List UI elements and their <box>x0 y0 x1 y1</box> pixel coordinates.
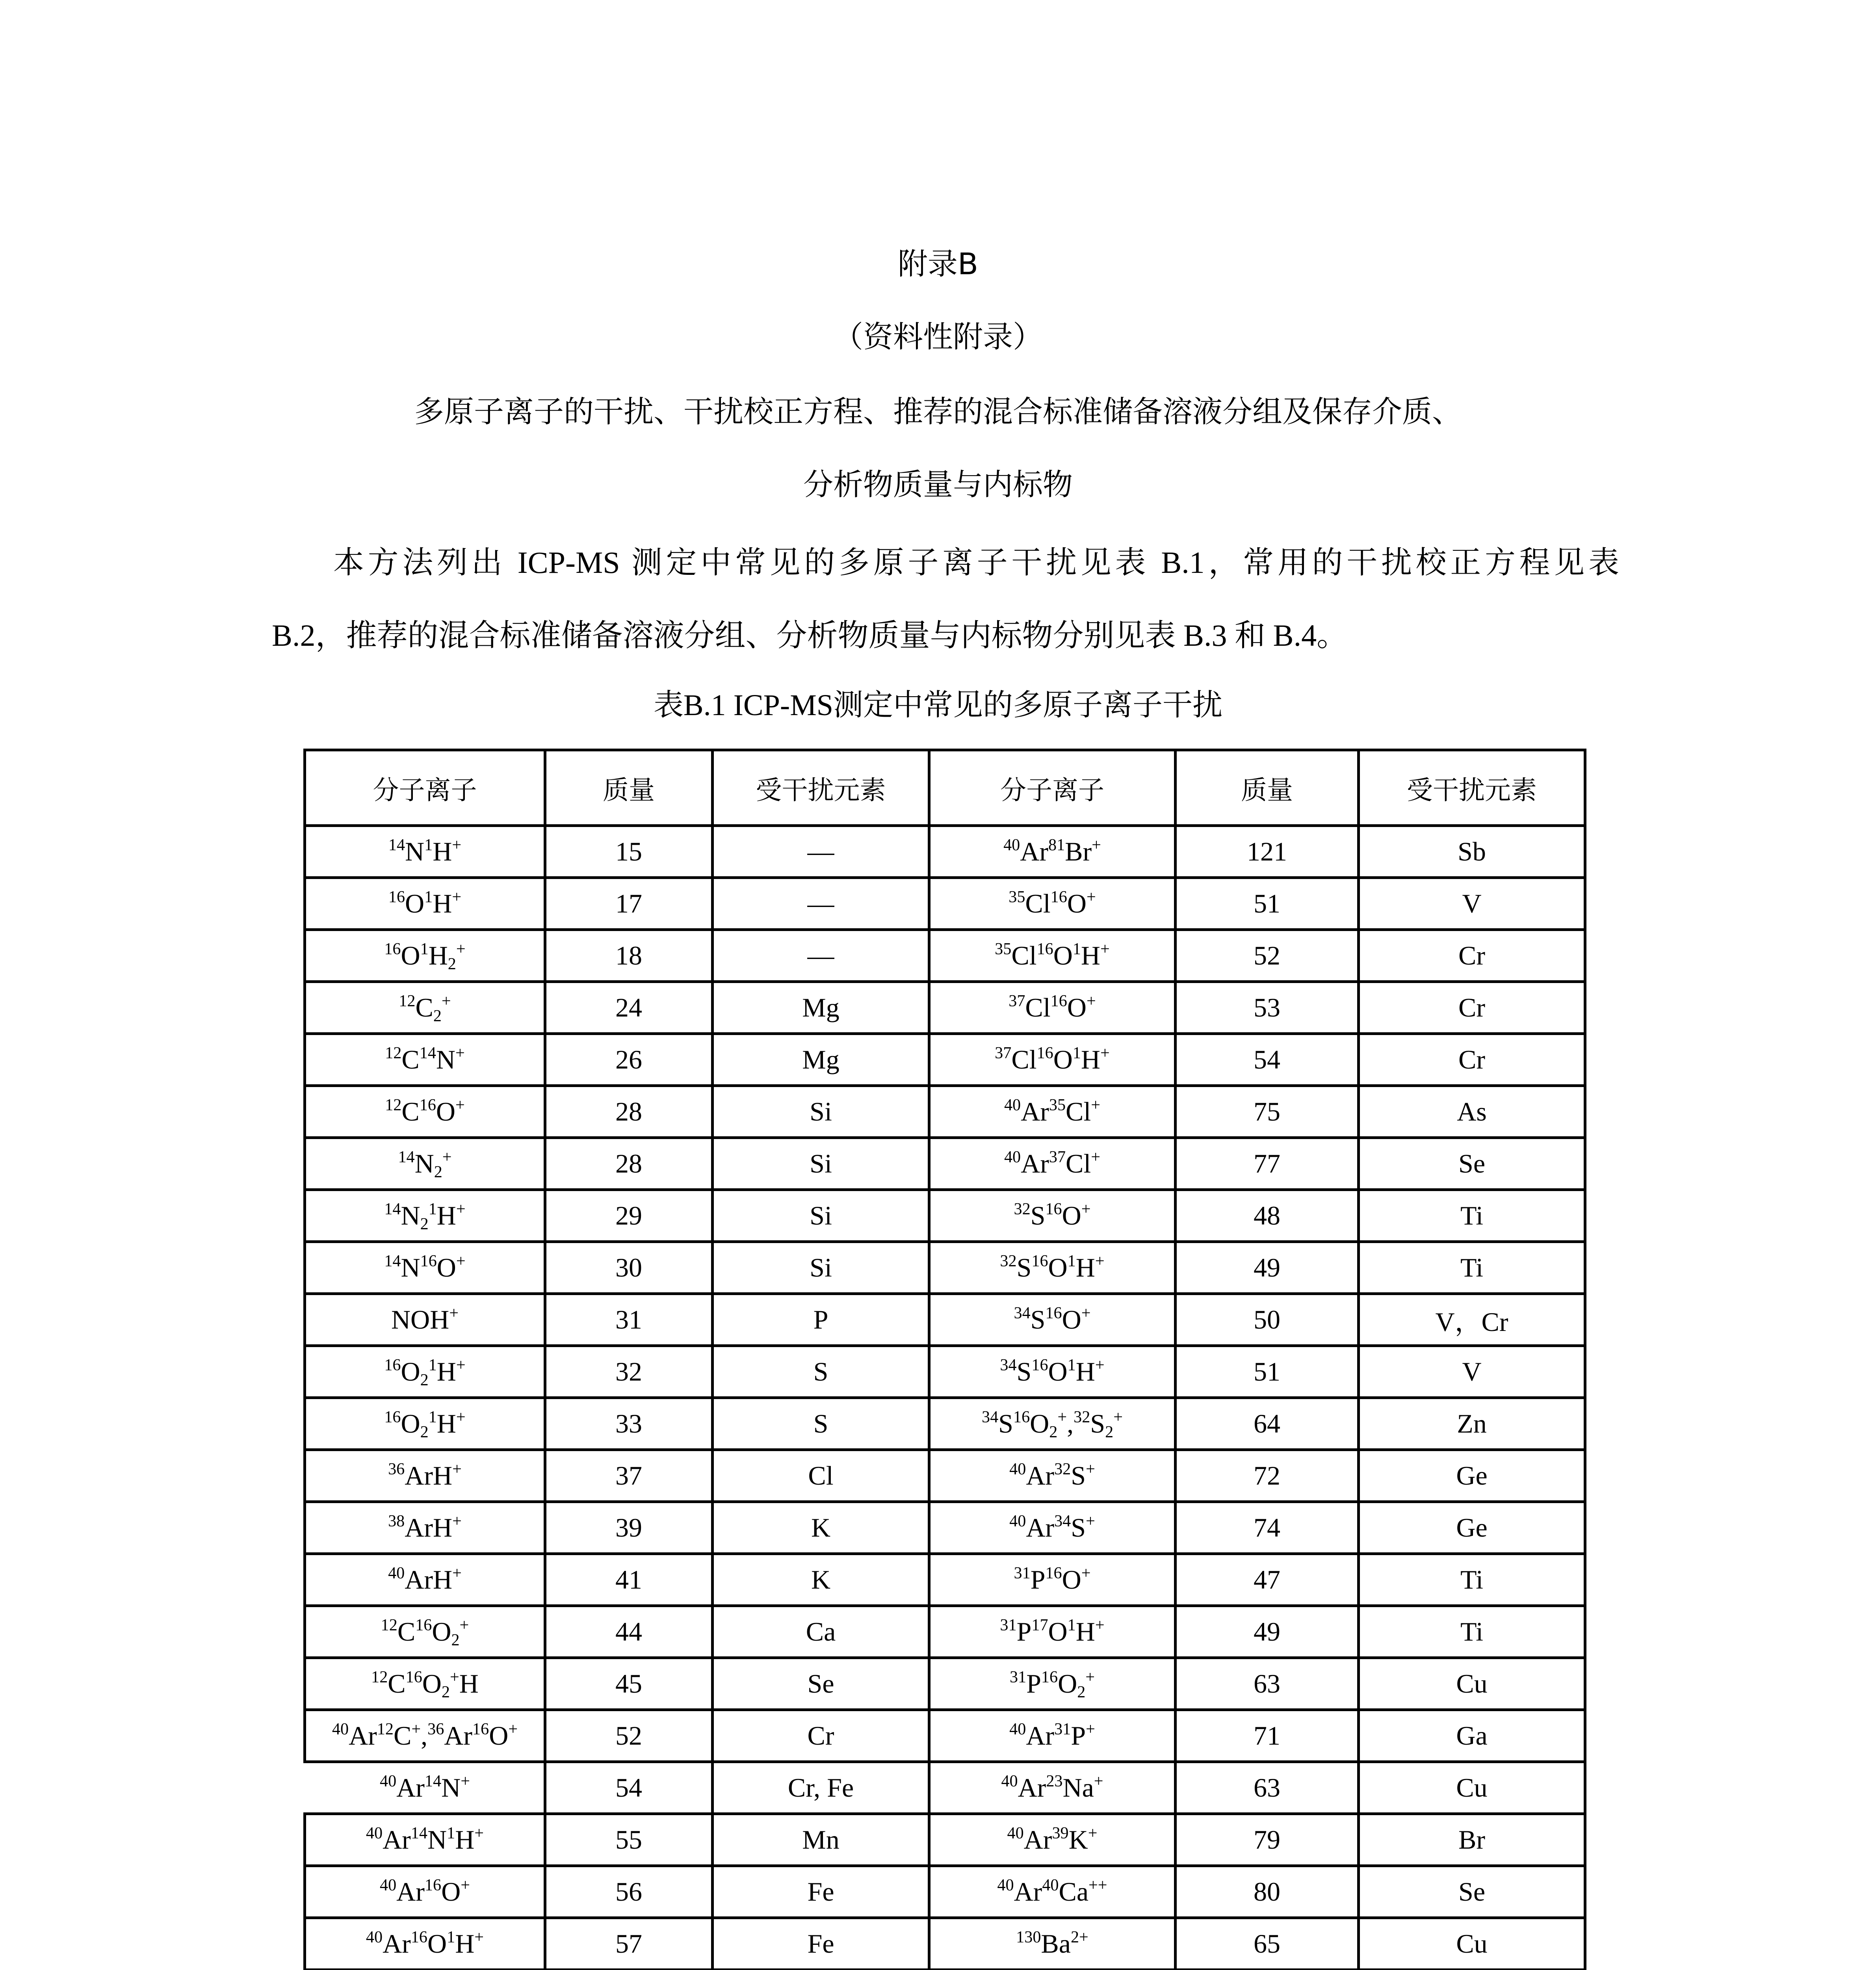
ion-formula: $^{32}S^{16}O^+$ <box>929 1190 1176 1242</box>
mass: 39 <box>545 1502 713 1554</box>
element: — <box>713 878 929 930</box>
ion-formula: $^{16}O^1H_2^+$ <box>305 930 545 982</box>
mass: 56 <box>545 1866 713 1918</box>
element: P <box>713 1294 929 1346</box>
ion-formula: $^{40}$ArH+ <box>305 1554 545 1606</box>
ion-formula: $^{40}Ar^{16}O^1H^+$ <box>305 1918 545 1970</box>
element: Si <box>713 1242 929 1294</box>
section-heading-line1: 多原子离子的干扰、干扰校正方程、推荐的混合标准储备溶液分组及保存介质、 <box>414 394 1462 429</box>
ion-formula: $^{40}$Ar$^{34}$S+ <box>929 1502 1176 1554</box>
mass: 29 <box>545 1190 713 1242</box>
mass: 31 <box>545 1294 713 1346</box>
ion-formula: $^{40}$Ar$^{23}$Na+ <box>929 1762 1176 1814</box>
element: Cr <box>1359 930 1585 982</box>
element: V <box>1359 878 1585 930</box>
element: Ti <box>1359 1242 1585 1294</box>
ion-formula: $^{16}O_2^1H^+$ <box>305 1346 545 1398</box>
ion-formula: $^{35}$Cl$^{16}$O+ <box>929 878 1176 930</box>
mass: 32 <box>545 1346 713 1398</box>
ion-formula: $^{12}C^{14}N^+$ <box>305 1034 545 1086</box>
mass: 15 <box>545 826 713 878</box>
mass: 63 <box>1176 1762 1359 1814</box>
table-row <box>305 1242 1585 1294</box>
element: Mg <box>713 1034 929 1086</box>
ion-formula: $^{14}N_2^+$ <box>305 1138 545 1190</box>
ion-formula: $^{40}$Ar$^{81}$Br+ <box>929 826 1176 878</box>
table-row <box>305 826 1585 878</box>
header-ion: 分子离子 <box>305 750 545 826</box>
mass: 48 <box>1176 1190 1359 1242</box>
element: Cu <box>1359 1762 1585 1814</box>
mass: 63 <box>1176 1658 1359 1710</box>
table-row <box>305 1086 1585 1138</box>
mass: 51 <box>1176 878 1359 930</box>
table-row <box>305 1918 1585 1970</box>
ion-formula: $^{37}$Cl$^{16}$O+ <box>929 982 1176 1034</box>
ion-formula: $^{36}$ArH+ <box>305 1450 545 1502</box>
section-heading-line2: 分析物质量与内标物 <box>803 467 1073 502</box>
element: Cr <box>1359 982 1585 1034</box>
ion-formula: $^{34}S^{16}O_2^+,^{32}S_2^+$ <box>929 1398 1176 1450</box>
element: Fe <box>713 1866 929 1918</box>
ion-formula: $^{31}P^{17}O^1H^+$ <box>929 1606 1176 1658</box>
table-row <box>305 1346 1585 1398</box>
element: Si <box>713 1086 929 1138</box>
table-row <box>305 1450 1585 1502</box>
header-mass: 质量 <box>1176 750 1359 826</box>
appendix-title: 附录B <box>897 246 979 281</box>
header-element: 受干扰元素 <box>1359 750 1585 826</box>
ion-formula: $^{40}$Ar$^{35}$Cl+ <box>929 1086 1176 1138</box>
mass: 47 <box>1176 1554 1359 1606</box>
ion-formula: $^{31}P^{16}O^+$ <box>929 1554 1176 1606</box>
element: Ga <box>1359 1710 1585 1762</box>
ion-formula: $^{37}Cl^{16}O^1H^+$ <box>929 1034 1176 1086</box>
element: Fe <box>713 1918 929 1970</box>
element: Se <box>1359 1138 1585 1190</box>
mass: 17 <box>545 878 713 930</box>
mass: 37 <box>545 1450 713 1502</box>
mass: 45 <box>545 1658 713 1710</box>
header-mass: 质量 <box>545 750 713 826</box>
element: As <box>1359 1086 1585 1138</box>
table-row <box>305 1606 1585 1658</box>
mass: 28 <box>545 1086 713 1138</box>
appendix-subtitle: （资料性附录） <box>833 319 1043 354</box>
ion-formula: $^{40}$Ar$^{37}$Cl+ <box>929 1138 1176 1190</box>
element: — <box>713 826 929 878</box>
table-row <box>305 1502 1585 1554</box>
mass: 51 <box>1176 1346 1359 1398</box>
mass: 75 <box>1176 1086 1359 1138</box>
mass: 49 <box>1176 1242 1359 1294</box>
ion-formula: $^{40}$Ar$^{32}$S+ <box>929 1450 1176 1502</box>
table-row <box>305 1554 1585 1606</box>
mass: 72 <box>1176 1450 1359 1502</box>
mass: 26 <box>545 1034 713 1086</box>
mass: 44 <box>545 1606 713 1658</box>
table-row <box>305 1710 1585 1762</box>
mass: 54 <box>545 1762 713 1814</box>
ion-formula: $^{12}C_2^+$ <box>305 982 545 1034</box>
ion-formula: $^{34}S^{16}O^+$ <box>929 1294 1176 1346</box>
mass: 121 <box>1176 826 1359 878</box>
element: Mg <box>713 982 929 1034</box>
element: V，Cr <box>1359 1294 1585 1346</box>
table-row <box>305 1294 1585 1346</box>
element: Ge <box>1359 1502 1585 1554</box>
table-row <box>305 878 1585 930</box>
element: Ti <box>1359 1554 1585 1606</box>
element: Ca <box>713 1606 929 1658</box>
ion-formula: $^{32}S^{16}O^1H^+$ <box>929 1242 1176 1294</box>
table-row <box>305 1190 1585 1242</box>
ion-formula: $^{31}P^{16}O_2^+$ <box>929 1658 1176 1710</box>
element: Se <box>1359 1866 1585 1918</box>
header-ion: 分子离子 <box>929 750 1176 826</box>
table-row <box>305 1866 1585 1918</box>
ion-formula: $^{14}N_2^1H^+$ <box>305 1190 545 1242</box>
table-row <box>305 1398 1585 1450</box>
header-element: 受干扰元素 <box>713 750 929 826</box>
ion-formula: $^{12}C^{16}O_2^+H$ <box>305 1658 545 1710</box>
mass: 55 <box>545 1814 713 1866</box>
ion-formula: $^{12}C^{16}O^+$ <box>305 1086 545 1138</box>
element: Ti <box>1359 1190 1585 1242</box>
mass: 52 <box>1176 930 1359 982</box>
mass: 24 <box>545 982 713 1034</box>
element: Si <box>713 1138 929 1190</box>
ion-formula: $^{14}N^{16}O^+$ <box>305 1242 545 1294</box>
mass: 33 <box>545 1398 713 1450</box>
mass: 18 <box>545 930 713 982</box>
element: Cr, Fe <box>713 1762 929 1814</box>
element: Cu <box>1359 1658 1585 1710</box>
interference-table <box>303 749 1586 1970</box>
mass: 65 <box>1176 1918 1359 1970</box>
ion-formula: $^{40}Ar^{14}N^1H^+$ <box>305 1814 545 1866</box>
element: V <box>1359 1346 1585 1398</box>
ion-formula: $^{38}$ArH+ <box>305 1502 545 1554</box>
ion-formula: $^{40}$Ar$^{39}$K+ <box>929 1814 1176 1866</box>
element: Se <box>713 1658 929 1710</box>
ion-formula: $^{16}O^1H^+$ <box>305 878 545 930</box>
mass: 49 <box>1176 1606 1359 1658</box>
mass: 64 <box>1176 1398 1359 1450</box>
table-row <box>305 1138 1585 1190</box>
mass: 57 <box>545 1918 713 1970</box>
table-row <box>305 1034 1585 1086</box>
element: Cr <box>713 1710 929 1762</box>
element: Ge <box>1359 1450 1585 1502</box>
ion-formula: $^{34}S^{16}O^1H^+$ <box>929 1346 1176 1398</box>
ion-formula: $^{40}$Ar$^{40}$Ca++ <box>929 1866 1176 1918</box>
mass: 54 <box>1176 1034 1359 1086</box>
ion-formula: $^{40}$Ar$^{14}$N+ <box>305 1762 545 1814</box>
mass: 28 <box>545 1138 713 1190</box>
table-row <box>305 982 1585 1034</box>
ion-formula: $^{14}N^1H^+$ <box>305 826 545 878</box>
table-row <box>305 1658 1585 1710</box>
element: S <box>713 1398 929 1450</box>
ion-formula: $^{35}Cl^{16}O^1H^+$ <box>929 930 1176 982</box>
element: Zn <box>1359 1398 1585 1450</box>
ion-formula: $^{12}C^{16}O_2^+$ <box>305 1606 545 1658</box>
table-row <box>305 930 1585 982</box>
element: Mn <box>713 1814 929 1866</box>
element: — <box>713 930 929 982</box>
mass: 50 <box>1176 1294 1359 1346</box>
table-header-row <box>305 750 1585 826</box>
element: Cl <box>713 1450 929 1502</box>
ion-formula: $^{40}$Ar$^{12}$C+,$^{36}$Ar$^{16}$O+ <box>305 1710 545 1762</box>
element: Cr <box>1359 1034 1585 1086</box>
ion-formula: $^{40}$Ar$^{31}$P+ <box>929 1710 1176 1762</box>
intro-paragraph-line2: B.2，推荐的混合标准储备溶液分组、分析物质量与内标物分别见表 B.3 和 B.4。 <box>272 618 1348 652</box>
table-caption: 表B.1 ICP-MS测定中常见的多原子离子干扰 <box>653 689 1223 722</box>
mass: 74 <box>1176 1502 1359 1554</box>
mass: 41 <box>545 1554 713 1606</box>
ion-formula: NOH+ <box>305 1294 545 1346</box>
mass: 53 <box>1176 982 1359 1034</box>
element: K <box>713 1554 929 1606</box>
element: Br <box>1359 1814 1585 1866</box>
mass: 80 <box>1176 1866 1359 1918</box>
mass: 52 <box>545 1710 713 1762</box>
intro-paragraph-line1: 本方法列出 ICP-MS 测定中常见的多原子离子干扰见表 B.1，常用的干扰校正方程见表 <box>333 545 1619 580</box>
element: K <box>713 1502 929 1554</box>
element: Ti <box>1359 1606 1585 1658</box>
ion-formula: $^{16}O_2^1H^+$ <box>305 1398 545 1450</box>
ion-formula: $^{130}Ba^{2+}$ <box>929 1918 1176 1970</box>
element: Cu <box>1359 1918 1585 1970</box>
mass: 30 <box>545 1242 713 1294</box>
table-row <box>305 1814 1585 1866</box>
mass: 71 <box>1176 1710 1359 1762</box>
element: Si <box>713 1190 929 1242</box>
mass: 77 <box>1176 1138 1359 1190</box>
table-row <box>305 1762 1585 1814</box>
ion-formula: $^{40}$Ar$^{16}$O+ <box>305 1866 545 1918</box>
mass: 79 <box>1176 1814 1359 1866</box>
element: Sb <box>1359 826 1585 878</box>
element: S <box>713 1346 929 1398</box>
